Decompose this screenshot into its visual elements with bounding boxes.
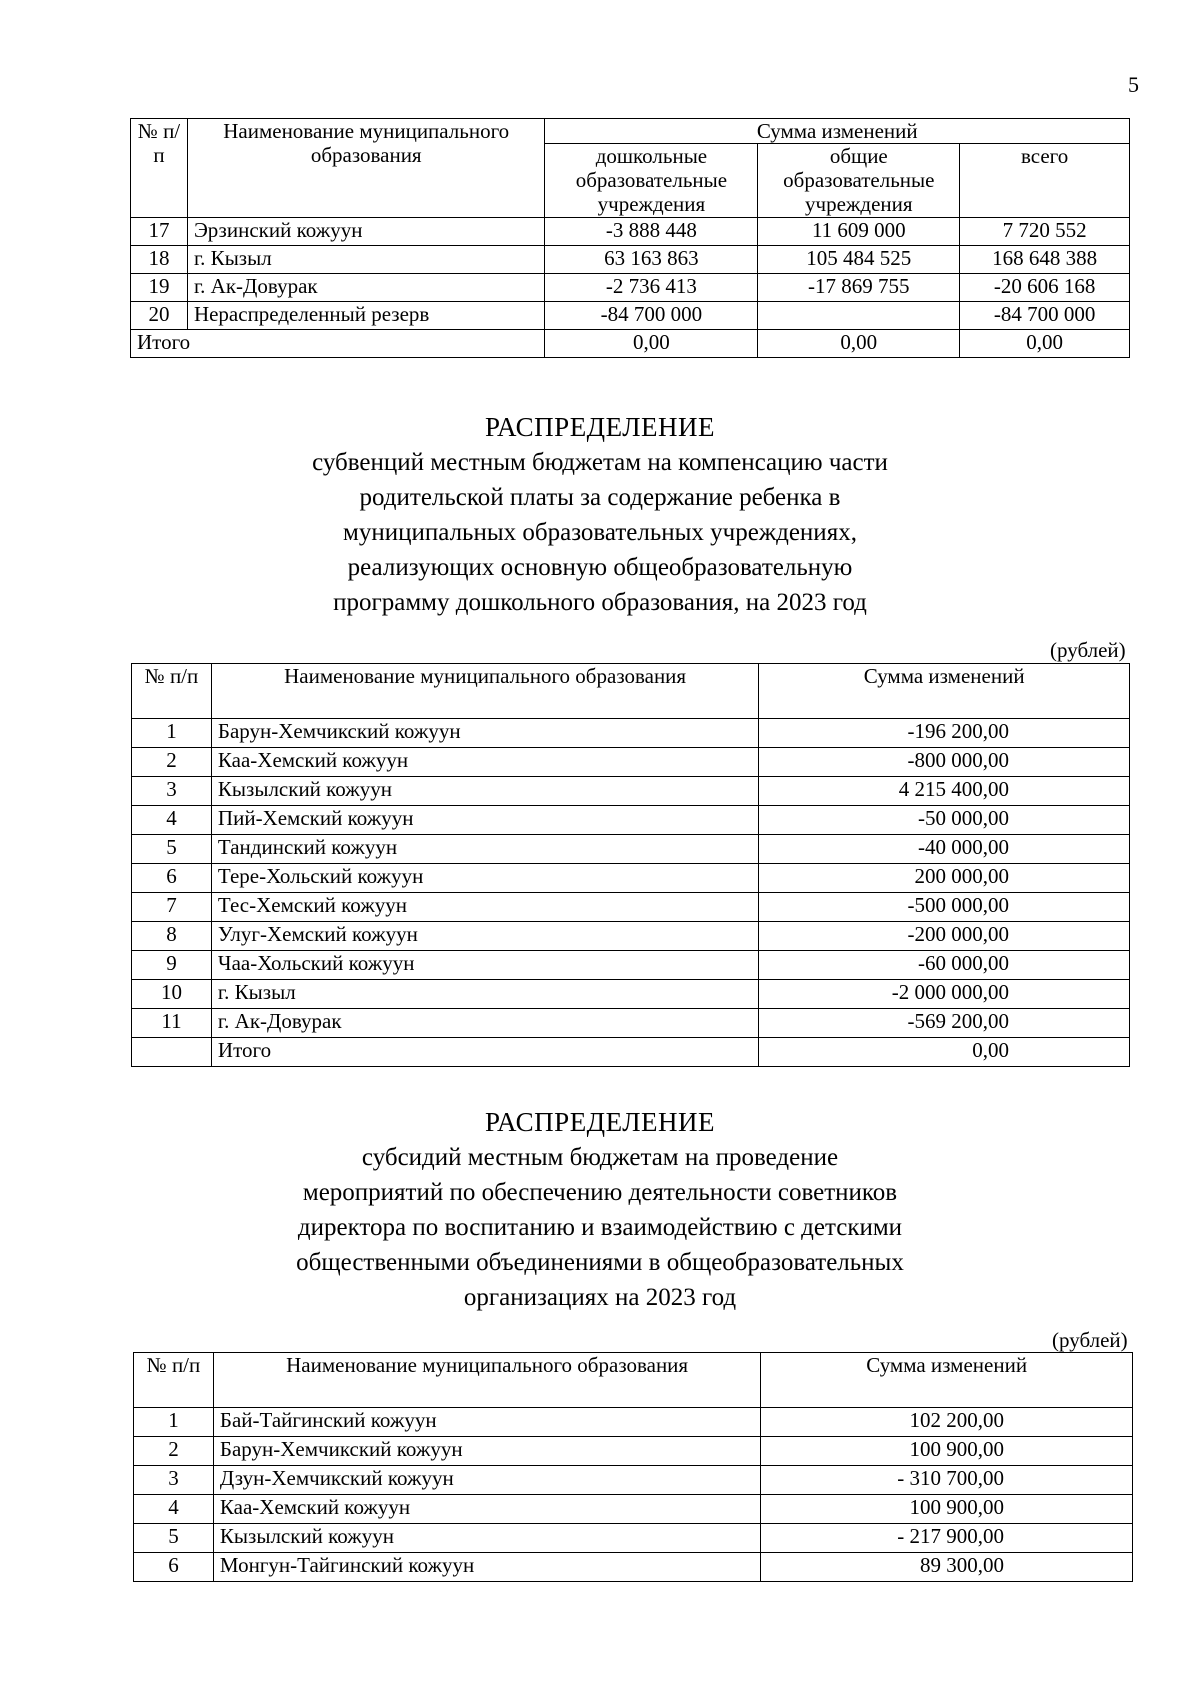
- table-row: [132, 806, 1130, 835]
- header-general: общие образовательные учреждения: [758, 144, 960, 217]
- table-row: [132, 980, 1130, 1009]
- row-name: Тандинский кожуун: [211, 835, 758, 864]
- row-amount: -800 000,00: [759, 748, 1130, 777]
- section3-subtitle-line: директора по воспитанию и взаимодействию с детскими: [297, 1214, 903, 1241]
- table-row: [132, 777, 1130, 806]
- table-row: [132, 719, 1130, 748]
- row-num: 18: [131, 245, 188, 273]
- table-row: [132, 951, 1130, 980]
- table-row: [132, 748, 1130, 777]
- table-header-row: [134, 1353, 1133, 1408]
- section3-subtitle-line: общественными объединениями в общеобразовательных: [296, 1249, 904, 1276]
- row-num: 5: [134, 1524, 214, 1553]
- row-name: г. Ак-Довурак: [211, 1009, 758, 1038]
- table-row: [131, 217, 1130, 245]
- table-row: [134, 1553, 1133, 1582]
- row-num: 6: [134, 1553, 214, 1582]
- row-amount: -2 000 000,00: [759, 980, 1130, 1009]
- row-name: Каа-Хемский кожуун: [213, 1495, 760, 1524]
- total-general: 0,00: [758, 329, 960, 357]
- row-name: Каа-Хемский кожуун: [211, 748, 758, 777]
- row-name: Эрзинский кожуун: [187, 217, 545, 245]
- row-amount: -500 000,00: [759, 893, 1130, 922]
- row-preschool: 63 163 863: [545, 245, 758, 273]
- row-name: Нераспределенный резерв: [187, 301, 545, 329]
- row-num: 17: [131, 217, 188, 245]
- row-num: 1: [134, 1408, 214, 1437]
- row-amount: - 310 700,00: [761, 1466, 1133, 1495]
- row-preschool: -84 700 000: [545, 301, 758, 329]
- table-row: [132, 864, 1130, 893]
- total-label: Итого: [131, 329, 545, 357]
- row-amount: -196 200,00: [759, 719, 1130, 748]
- row-num: 20: [131, 301, 188, 329]
- section3-subtitle-line: организациях на 2023 год: [463, 1284, 737, 1311]
- row-name: Тес-Хемский кожуун: [211, 893, 758, 922]
- row-total: -84 700 000: [960, 301, 1130, 329]
- row-amount: -50 000,00: [759, 806, 1130, 835]
- header-sum: Сумма изменений: [759, 664, 1130, 719]
- row-name: Монгун-Тайгинский кожуун: [213, 1553, 760, 1582]
- table-row: [132, 893, 1130, 922]
- table-row: [134, 1466, 1133, 1495]
- table-header-row: [131, 119, 1130, 144]
- section3-unit: (рублей): [1052, 1328, 1128, 1352]
- row-num: 4: [132, 806, 212, 835]
- header-num: № п/п: [134, 1353, 214, 1408]
- row-name: Барун-Хемчикский кожуун: [211, 719, 758, 748]
- table-subventions: [131, 663, 1130, 1067]
- row-num: 4: [134, 1495, 214, 1524]
- row-num: 3: [132, 777, 212, 806]
- row-total: -20 606 168: [960, 273, 1130, 301]
- header-num: № п/п: [131, 119, 188, 218]
- row-name: Бай-Тайгинский кожуун: [213, 1408, 760, 1437]
- section3-heading: [0, 1105, 1200, 1315]
- row-name: Дзун-Хемчикский кожуун: [213, 1466, 760, 1495]
- table-row: [131, 273, 1130, 301]
- row-name: г. Ак-Довурак: [187, 273, 545, 301]
- header-total: всего: [960, 144, 1130, 217]
- row-amount: 89 300,00: [761, 1553, 1133, 1582]
- row-num: 2: [132, 748, 212, 777]
- row-general: 105 484 525: [758, 245, 960, 273]
- table-row: [131, 245, 1130, 273]
- row-name: Кызылский кожуун: [211, 777, 758, 806]
- row-preschool: -3 888 448: [545, 217, 758, 245]
- row-name: г. Кызыл: [211, 980, 758, 1009]
- section2-subtitle-line: субвенций местным бюджетам на компенсацию части: [312, 449, 888, 476]
- total-total: 0,00: [960, 329, 1130, 357]
- row-amount: 100 900,00: [761, 1495, 1133, 1524]
- section2-heading: [0, 410, 1200, 620]
- row-name: Кызылский кожуун: [213, 1524, 760, 1553]
- table-header-row: [132, 664, 1130, 719]
- row-amount: -569 200,00: [759, 1009, 1130, 1038]
- row-name: Пий-Хемский кожуун: [211, 806, 758, 835]
- table-row: [132, 835, 1130, 864]
- row-name: Улуг-Хемский кожуун: [211, 922, 758, 951]
- row-name: Барун-Хемчикский кожуун: [213, 1437, 760, 1466]
- section2-subtitle-line: родительской платы за содержание ребенка в: [359, 484, 841, 511]
- row-num: 11: [132, 1009, 212, 1038]
- row-amount: -200 000,00: [759, 922, 1130, 951]
- row-num: 8: [132, 922, 212, 951]
- section2-subtitle-line: реализующих основную общеобразовательную: [347, 554, 853, 581]
- row-general: -17 869 755: [758, 273, 960, 301]
- section3-subtitle-line: мероприятий по обеспечению деятельности советников: [302, 1179, 898, 1206]
- row-num: 2: [134, 1437, 214, 1466]
- page-number: 5: [1128, 72, 1139, 97]
- table-row: [134, 1524, 1133, 1553]
- row-name: Тере-Хольский кожуун: [211, 864, 758, 893]
- header-name: Наименование муниципального образования: [213, 1353, 760, 1408]
- row-total: 7 720 552: [960, 217, 1130, 245]
- row-amount: 200 000,00: [759, 864, 1130, 893]
- table-row: [134, 1437, 1133, 1466]
- row-num: 9: [132, 951, 212, 980]
- section2-unit: (рублей): [1050, 638, 1126, 662]
- row-amount: -40 000,00: [759, 835, 1130, 864]
- total-amount: 0,00: [759, 1038, 1130, 1067]
- table-row: [131, 301, 1130, 329]
- section3-subtitle-line: субсидий местным бюджетам на проведение: [361, 1144, 839, 1171]
- row-general: [758, 301, 960, 329]
- row-num: 1: [132, 719, 212, 748]
- row-num: 5: [132, 835, 212, 864]
- header-sum: Сумма изменений: [761, 1353, 1133, 1408]
- table-total-row: [132, 1038, 1130, 1067]
- section2-subtitle-line: муниципальных образовательных учреждениях,: [343, 519, 857, 546]
- row-num: 6: [132, 864, 212, 893]
- header-name: Наименование муниципального образования: [211, 664, 758, 719]
- table-row: [132, 1009, 1130, 1038]
- table-total-row: [131, 329, 1130, 357]
- row-num: 19: [131, 273, 188, 301]
- header-preschool: дошкольные образовательные учреждения: [545, 144, 758, 217]
- total-num-empty: [132, 1038, 212, 1067]
- section3-title: РАСПРЕДЕЛЕНИЕ: [484, 1107, 716, 1137]
- row-amount: -60 000,00: [759, 951, 1130, 980]
- row-general: 11 609 000: [758, 217, 960, 245]
- header-sum: Сумма изменений: [545, 119, 1130, 144]
- row-name: Чаа-Хольский кожуун: [211, 951, 758, 980]
- section2-subtitle-line: программу дошкольного образования, на 2023 год: [333, 589, 867, 616]
- row-num: 7: [132, 893, 212, 922]
- table-education-changes: [130, 118, 1130, 358]
- row-amount: 102 200,00: [761, 1408, 1133, 1437]
- row-name: г. Кызыл: [187, 245, 545, 273]
- row-num: 3: [134, 1466, 214, 1495]
- section2-title: РАСПРЕДЕЛЕНИЕ: [484, 412, 716, 442]
- row-amount: - 217 900,00: [761, 1524, 1133, 1553]
- table-row: [132, 922, 1130, 951]
- row-total: 168 648 388: [960, 245, 1130, 273]
- row-amount: 4 215 400,00: [759, 777, 1130, 806]
- header-name: Наименование муниципального образования: [187, 119, 545, 218]
- table-subsidies: [133, 1352, 1133, 1582]
- row-amount: 100 900,00: [761, 1437, 1133, 1466]
- header-num: № п/п: [132, 664, 212, 719]
- row-num: 10: [132, 980, 212, 1009]
- table-row: [134, 1408, 1133, 1437]
- table-row: [134, 1495, 1133, 1524]
- total-preschool: 0,00: [545, 329, 758, 357]
- total-label: Итого: [211, 1038, 758, 1067]
- row-preschool: -2 736 413: [545, 273, 758, 301]
